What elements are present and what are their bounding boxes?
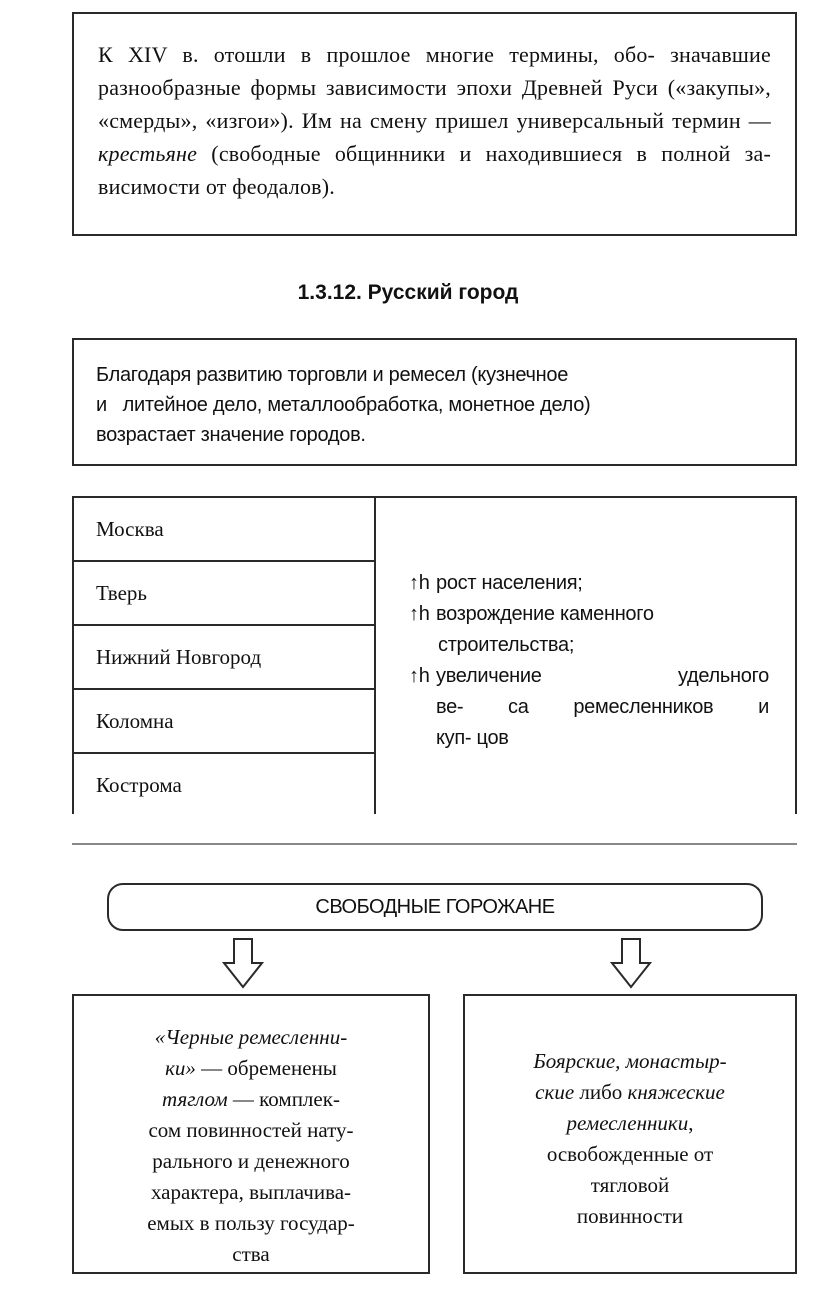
private-craftsmen-term: ские (535, 1080, 575, 1104)
effect-text: возрождение каменного (436, 603, 654, 625)
effect-item (409, 599, 769, 661)
black-craftsmen-term: «Черные ремесленни- (154, 1025, 348, 1049)
cities-table (72, 496, 797, 814)
development-line: Благодаря развитию торговли и ремесел (кузнечное (96, 364, 569, 386)
city-cell: Москва (74, 498, 374, 562)
black-craftsmen-line (74, 1053, 428, 1084)
city-cell: Кострома (96, 773, 182, 797)
black-craftsmen-line: емых в пользу государ- (147, 1211, 355, 1235)
private-craftsmen-text: либо (574, 1080, 628, 1104)
effect-text: строительства; (438, 634, 575, 656)
section-heading: 1.3.12. Русский город (297, 281, 519, 304)
private-craftsmen-box (463, 994, 797, 1274)
private-craftsmen-line (465, 1077, 795, 1108)
intro-text-part2: (свободные общинники и находившиеся в полной за- висимости от феодалов). (98, 141, 771, 199)
private-craftsmen-line: тягловой (590, 1173, 670, 1197)
development-line: и литейное дело, металлообработка, монетное дело) (96, 394, 591, 416)
effect-item (409, 568, 769, 599)
up-arrow-icon: ↑h (409, 665, 430, 687)
private-craftsmen-line: освобожденные от (546, 1142, 714, 1166)
free-townspeople-label: СВОБОДНЫЕ ГОРОЖАНЕ (107, 883, 763, 931)
effect-item (409, 661, 769, 754)
private-craftsmen-term: ремесленники (566, 1111, 689, 1135)
black-craftsmen-line: характера, выплачива- (150, 1180, 352, 1204)
black-craftsmen-text: — обременены (195, 1056, 337, 1080)
black-craftsmen-line: сом повинностей нату- (148, 1118, 354, 1142)
private-craftsmen-text: , (688, 1111, 694, 1135)
development-box (72, 338, 797, 466)
up-arrow-icon: ↑h (409, 603, 430, 625)
intro-box (72, 12, 797, 236)
effect-text: куп- цов (436, 727, 509, 749)
private-craftsmen-term: Боярские, монастыр- (533, 1049, 727, 1073)
black-craftsmen-box (72, 994, 430, 1274)
intro-text-part1: К XIV в. отошли в прошлое многие термины, обо- значавшие разнообразные формы зависимости эпохи Древней Руси («закупы», «смерды», «изгои»). Им на смену пришел универсальный термин — (98, 42, 771, 133)
growth-effects (409, 568, 769, 754)
section-divider (72, 843, 797, 845)
development-line: возрастает значение городов. (96, 424, 366, 446)
private-craftsmen-line (465, 1108, 795, 1139)
up-arrow-icon: ↑h (409, 572, 430, 594)
down-arrow-icon (610, 937, 652, 989)
tyaglo-term: тяглом (162, 1087, 228, 1111)
black-craftsmen-line (74, 1084, 428, 1115)
down-arrow-icon (222, 937, 264, 989)
city-cell: Коломна (74, 690, 374, 754)
effect-text: ве- са ремесленников и (436, 696, 769, 718)
intro-text (98, 38, 771, 203)
black-craftsmen-line (74, 1022, 428, 1053)
black-craftsmen-line: ства (232, 1242, 270, 1266)
private-craftsmen-term: княжеские (627, 1080, 725, 1104)
city-cell: Тверь (74, 562, 374, 626)
black-craftsmen-line: рального и денежного (152, 1149, 350, 1173)
black-craftsmen-term: ки» (165, 1056, 196, 1080)
intro-term-peasants: крестьяне (98, 141, 198, 166)
city-cell: Нижний Новгород (74, 626, 374, 690)
private-craftsmen-line (465, 1046, 795, 1077)
cities-column (74, 498, 376, 814)
private-craftsmen-line: повинности (576, 1204, 684, 1228)
black-craftsmen-text: — комплек- (227, 1087, 340, 1111)
effect-text: увеличение удельного (436, 665, 769, 687)
effect-text: рост населения; (436, 572, 583, 594)
